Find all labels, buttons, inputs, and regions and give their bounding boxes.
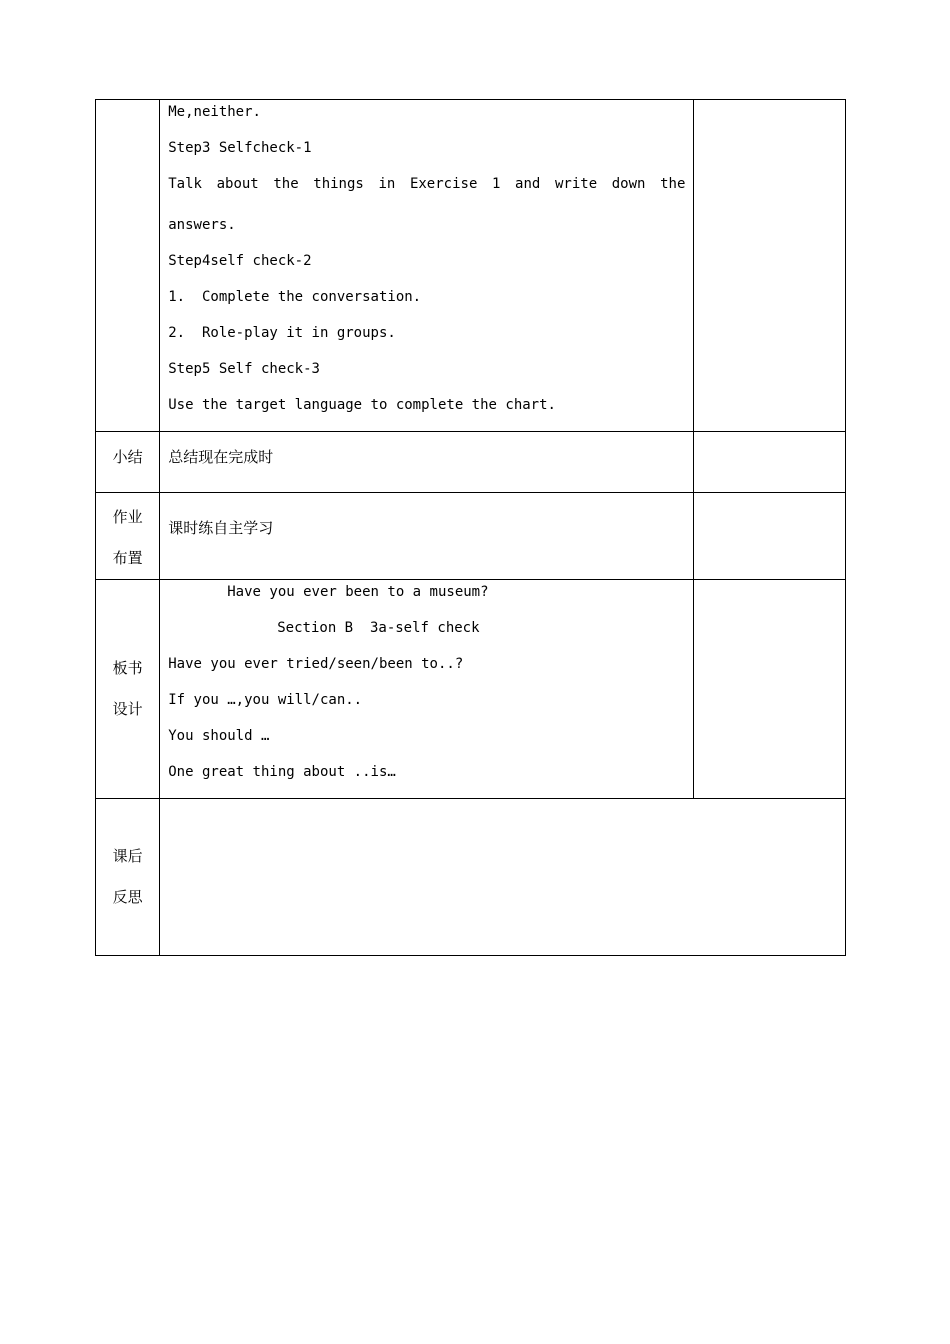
summary-row (96, 432, 846, 493)
board-label-cell (96, 580, 160, 799)
summary-content-cell (160, 432, 694, 493)
homework-label-cell (96, 493, 160, 580)
steps-line-2: Step3 Selfcheck-1 (168, 140, 312, 156)
summary-label: 小结 (112, 448, 143, 466)
steps-content-cell (160, 100, 694, 432)
summary-notes-cell (694, 432, 846, 493)
steps-line-1: Me,neither. (168, 104, 261, 120)
board-subtitle: Section B 3a-self check (277, 620, 480, 636)
board-title: Have you ever been to a museum? (227, 584, 489, 600)
steps-line-6: 1. Complete the conversation. (168, 289, 422, 305)
board-content-cell (160, 580, 694, 799)
summary-content: 总结现在完成时 (168, 448, 274, 466)
board-line-3: Have you ever tried/seen/been to..? (168, 656, 464, 672)
homework-label-line2: 布置 (112, 549, 143, 567)
steps-row (96, 100, 846, 432)
steps-line-8: Step5 Self check-3 (168, 361, 320, 377)
board-line-5: You should … (168, 728, 270, 744)
steps-notes-cell (694, 100, 846, 432)
homework-content: 课时练自主学习 (168, 519, 274, 537)
board-label-line1: 板书 (112, 659, 143, 677)
steps-line-7: 2. Role-play it in groups. (168, 325, 396, 341)
steps-line-9: Use the target language to complete the chart. (168, 397, 556, 413)
board-row (96, 580, 846, 799)
homework-content-cell (160, 493, 694, 580)
steps-line-4: answers. (168, 217, 236, 233)
board-line-4: If you …,you will/can.. (168, 692, 363, 708)
reflection-label-line1: 课后 (112, 847, 143, 865)
board-notes-cell (694, 580, 846, 799)
reflection-label-cell (96, 799, 160, 956)
lesson-plan-table (95, 99, 846, 956)
reflection-label-line2: 反思 (112, 888, 143, 906)
reflection-row (96, 799, 846, 956)
homework-label-line1: 作业 (112, 508, 143, 526)
board-label-line2: 设计 (112, 700, 143, 718)
summary-label-cell (96, 432, 160, 493)
homework-notes-cell (694, 493, 846, 580)
steps-line-5: Step4self check-2 (168, 253, 312, 269)
steps-line-3: Talk about the things in Exercise 1 and write down the (168, 176, 686, 192)
board-line-6: One great thing about ..is… (168, 764, 396, 780)
steps-label-cell (96, 100, 160, 432)
reflection-content-cell (160, 799, 846, 956)
homework-row (96, 493, 846, 580)
